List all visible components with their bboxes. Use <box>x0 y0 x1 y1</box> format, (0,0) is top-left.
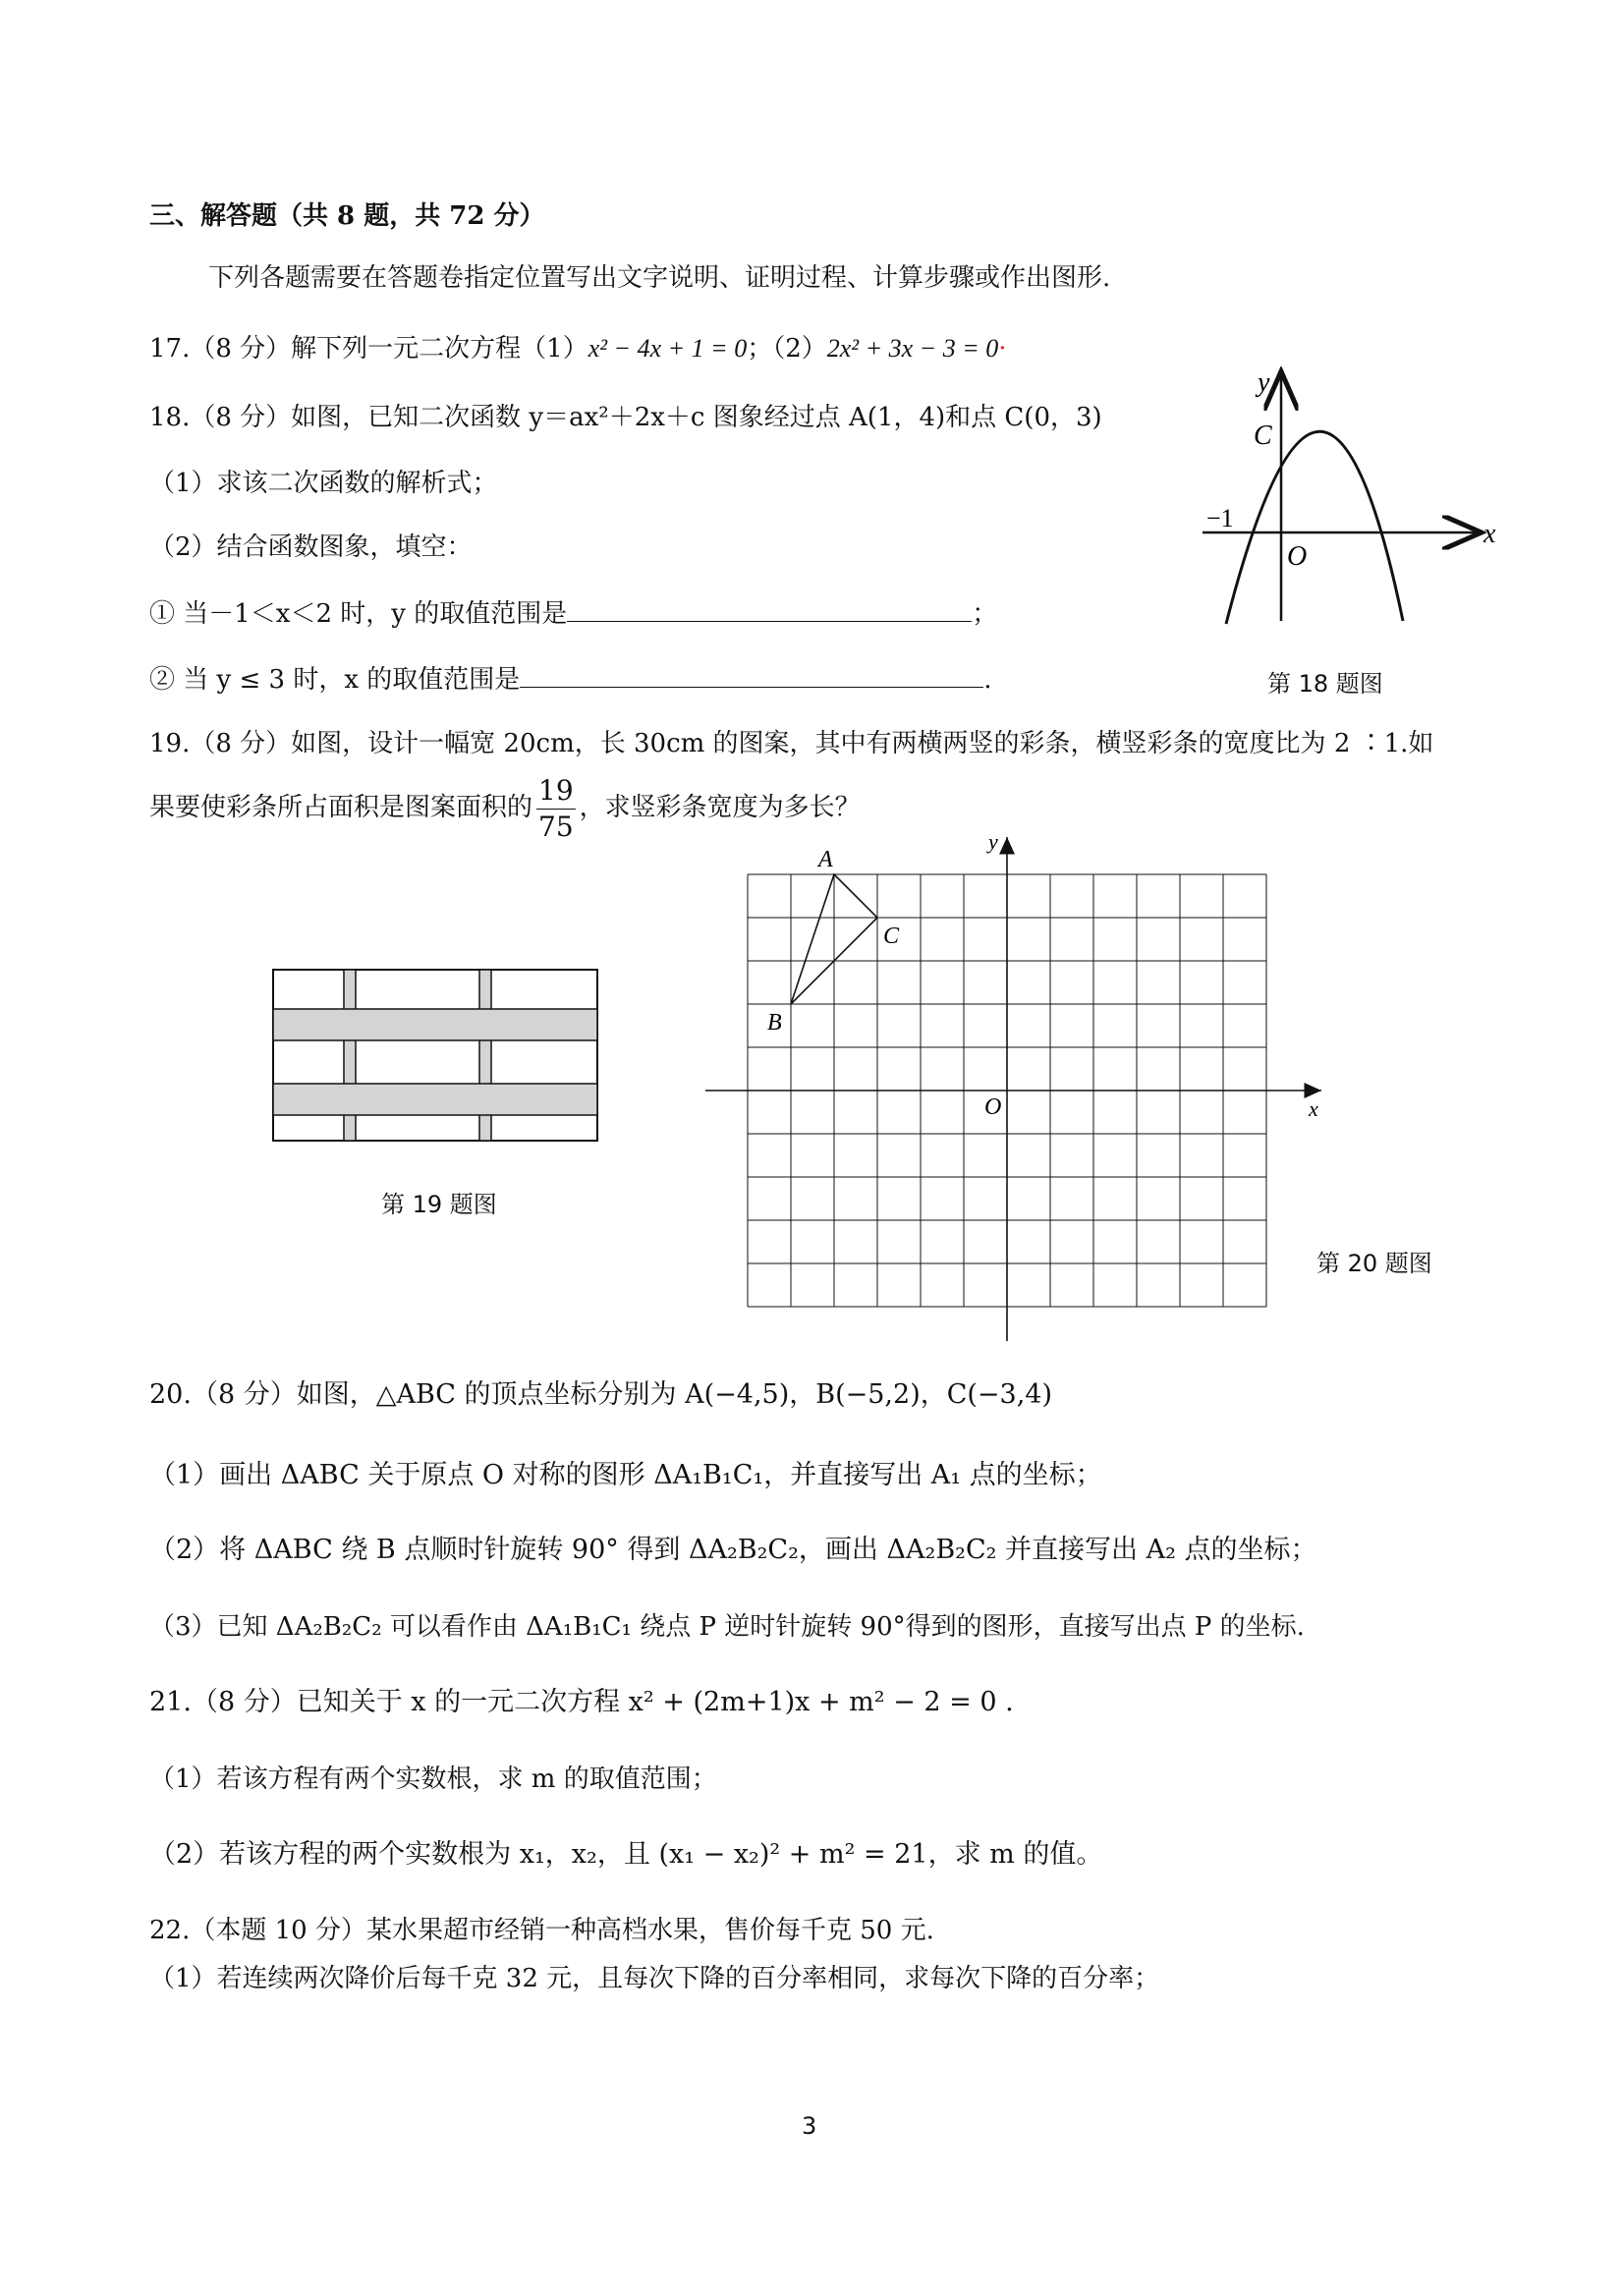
q17-equation-1: x² − 4x + 1 = 0 <box>588 334 748 363</box>
page-number: 3 <box>802 2112 817 2140</box>
fraction-denominator: 75 <box>538 810 574 843</box>
section-instruction: 下列各题需要在答题卷指定位置写出文字说明、证明过程、计算步骤或作出图形. <box>208 263 1111 293</box>
question-20-part2: （2）将 ΔABC 绕 B 点顺时针旋转 90° 得到 ΔA₂B₂C₂，画出 ΔA₂B₂C₂ 并直接写出 A₂ 点的坐标； <box>149 1535 1317 1565</box>
question-20-stem: 20.（8 分）如图，△ABC 的顶点坐标分别为 A(−4,5)，B(−5,2)，C(−3,4) <box>149 1379 1053 1410</box>
grid-y-label: y <box>988 829 998 854</box>
q19-stripe-figure <box>271 968 605 1145</box>
grid-origin-label: O <box>984 1094 1002 1120</box>
section-title: 三、解答题（共 8 题，共 72 分） <box>149 201 545 231</box>
question-18-item1 <box>149 593 997 634</box>
neg-one-label: −1 <box>1206 504 1234 532</box>
point-c-label: C <box>1254 420 1272 451</box>
question-19-line1: 19.（8 分）如图，设计一幅宽 20cm，长 30cm 的图案，其中有两横两竖的彩条，横竖彩条的宽度比为 2 ∶1.如 <box>149 729 1434 758</box>
question-18-item2 <box>149 659 992 700</box>
question-20-part3: （3）已知 ΔA₂B₂C₂ 可以看作由 ΔA₁B₁C₁ 绕点 P 逆时针旋转 90°得到的图形，直接写出点 P 的坐标. <box>149 1612 1305 1642</box>
q20-grid-figure <box>688 825 1336 1346</box>
q17-equation-2: 2x² + 3x − 3 = 0 <box>826 334 999 363</box>
fraction-numerator: 19 <box>536 773 576 810</box>
question-20-part1: （1）画出 ΔABC 关于原点 O 对称的图形 ΔA₁B₁C₁，并直接写出 A₁ 点的坐标； <box>149 1460 1102 1490</box>
origin-label: O <box>1287 541 1308 572</box>
q17-prefix: 17.（8 分）解下列一元二次方程（1） <box>149 334 588 364</box>
answer-blank-2[interactable] <box>520 659 983 688</box>
q19-caption: 第 19 题图 <box>381 1191 497 1218</box>
q18-item2-text: ② 当 y ≤ 3 时，x 的取值范围是 <box>149 665 521 695</box>
question-21-part2: （2）若该方程的两个实数根为 x₁，x₂，且 (x₁ − x₂)² + m² = 21，求 m 的值。 <box>149 1839 1103 1870</box>
fraction-19-75 <box>536 773 576 845</box>
horizontal-stripe-1 <box>273 1009 597 1040</box>
grid-x-label: x <box>1309 1096 1318 1121</box>
answer-blank-1[interactable] <box>567 593 972 622</box>
y-axis-label: y <box>1258 367 1270 398</box>
point-c-label: C <box>883 924 900 949</box>
question-18-stem: 18.（8 分）如图，已知二次函数 y＝ax²＋2x＋c 图象经过点 A(1，4)和点 C(0，3) <box>149 403 1102 432</box>
q19-text-a: 果要使彩条所占面积是图案面积的 <box>149 793 533 822</box>
question-21-part1: （1）若该方程有两个实数根，求 m 的取值范围； <box>149 1764 717 1794</box>
red-dot-mark: · <box>998 334 1007 364</box>
q20-caption: 第 20 题图 <box>1316 1250 1432 1277</box>
q18-item1-text: ① 当－1＜x＜2 时，y 的取值范围是 <box>149 599 568 629</box>
horizontal-stripe-2 <box>273 1084 597 1115</box>
q18-item1-end: ； <box>972 599 998 629</box>
q18-caption: 第 18 题图 <box>1267 670 1383 698</box>
q18-parabola-figure <box>1189 364 1503 629</box>
question-22-stem: 22.（本题 10 分）某水果超市经销一种高档水果，售价每千克 50 元. <box>149 1916 934 1945</box>
point-b-label: B <box>767 1010 782 1036</box>
q18-item2-end: . <box>983 665 992 695</box>
question-18-part2: （2）结合函数图象，填空： <box>149 532 473 562</box>
q17-mid: ；（2） <box>747 334 827 364</box>
question-18-part1: （1）求该二次函数的解析式； <box>149 469 498 498</box>
q19-text-b: ，求竖彩条宽度为多长？ <box>579 793 861 822</box>
question-21-stem: 21.（8 分）已知关于 x 的一元二次方程 x² + (2m+1)x + m² − 2 = 0 . <box>149 1687 1014 1717</box>
question-22-part1: （1）若连续两次降价后每千克 32 元，且每次下降的百分率相同，求每次下降的百分率； <box>149 1964 1160 1993</box>
parabola-curve <box>1226 431 1403 624</box>
point-a-label: A <box>818 847 833 872</box>
x-axis-label: x <box>1483 519 1496 549</box>
question-17 <box>149 329 1007 368</box>
